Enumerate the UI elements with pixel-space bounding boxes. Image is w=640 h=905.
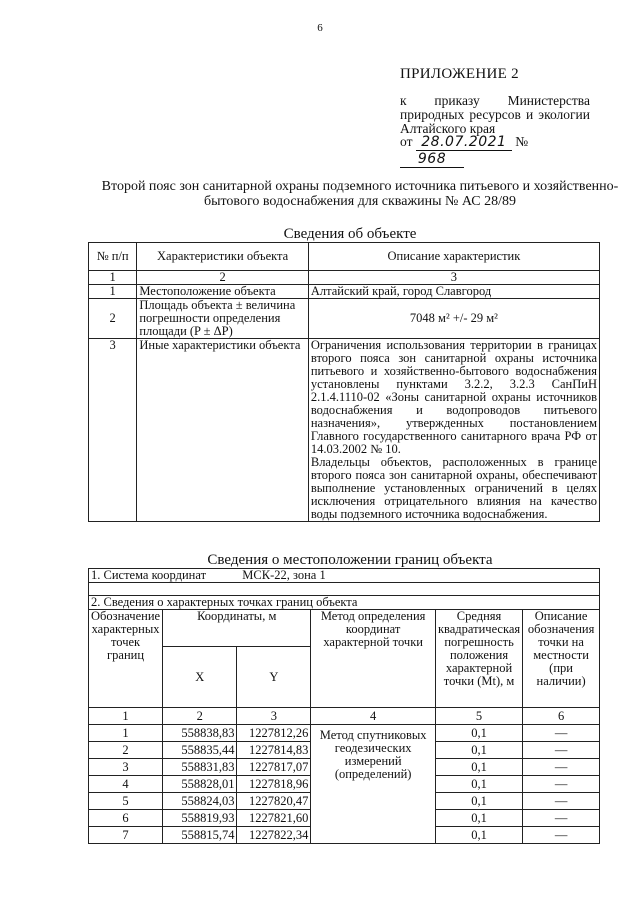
accuracy-value: 0,1 bbox=[435, 793, 522, 810]
coord-y: 1227814,83 bbox=[237, 742, 311, 759]
row-number: 3 bbox=[89, 339, 137, 522]
coord-x: 558831,83 bbox=[163, 759, 237, 776]
row-description: Алтайский край, город Славгород bbox=[308, 285, 599, 299]
description-paragraph: Ограничения использования территории в границах второго пояса зон санитарной охраны источника питьевого и хозяйственно-бытового водоснабжения установлены пунктами 3.2.2, 3.2.3 СанПиН 2.1.4.1110-02 «Зоны санитарной охраны источников водоснабжения и водопроводов питьевого назначения», утвержденных постановлением Главного государственного санитарного врача РФ от 14.03.2002 № 10. bbox=[310, 338, 597, 456]
coord-x: 558835,44 bbox=[163, 742, 237, 759]
document-title: Второй пояс зон санитарной охраны подземного источника питьевого и хозяйственно-бытового водоснабжения для скважины № АС 28/89 bbox=[101, 179, 619, 209]
appendix-word: Министерства bbox=[507, 93, 590, 108]
date-prefix: от bbox=[400, 134, 413, 149]
appendix-date-line bbox=[400, 134, 592, 168]
point-description: — bbox=[523, 742, 600, 759]
column-number: 4 bbox=[311, 708, 436, 725]
coord-y: 1227812,26 bbox=[237, 725, 311, 742]
row-characteristic: Площадь объекта ± величина погрешности определения площади (P ± ΔP) bbox=[137, 299, 309, 339]
object-info-table bbox=[88, 242, 600, 522]
column-number: 3 bbox=[308, 271, 599, 285]
coord-system-row bbox=[89, 569, 600, 583]
coord-system-label: 1. Система координат bbox=[91, 568, 207, 582]
coord-y: 1227817,07 bbox=[237, 759, 311, 776]
header-point: Обозначение характерных точек границ bbox=[89, 610, 163, 708]
coord-x: 558819,93 bbox=[163, 810, 237, 827]
point-number: 6 bbox=[89, 810, 163, 827]
table-row bbox=[89, 339, 600, 522]
number-sign: № bbox=[515, 134, 529, 149]
page-number: 6 bbox=[317, 22, 323, 34]
coord-x: 558838,83 bbox=[163, 725, 237, 742]
method-value: Метод спутниковых геодезических измерений (определений) bbox=[311, 725, 436, 844]
row-number: 2 bbox=[89, 299, 137, 339]
coord-x: 558815,74 bbox=[163, 827, 237, 844]
appendix-word: приказу bbox=[434, 93, 480, 108]
header-method: Метод определения координат характерной точки bbox=[311, 610, 436, 708]
row-characteristic: Иные характеристики объекта bbox=[137, 339, 309, 522]
column-number: 2 bbox=[137, 271, 309, 285]
row-characteristic: Местоположение объекта bbox=[137, 285, 309, 299]
point-number: 3 bbox=[89, 759, 163, 776]
coord-x: 558824,03 bbox=[163, 793, 237, 810]
table-header-row bbox=[89, 243, 600, 271]
table-row bbox=[89, 285, 600, 299]
table-row bbox=[89, 299, 600, 339]
order-number: 968 bbox=[400, 151, 464, 168]
points-title-row bbox=[89, 596, 600, 610]
spacer-row bbox=[89, 583, 600, 596]
coord-y: 1227822,34 bbox=[237, 827, 311, 844]
accuracy-value: 0,1 bbox=[435, 742, 522, 759]
column-number-row bbox=[89, 708, 600, 725]
table-header-row bbox=[89, 610, 600, 647]
column-number-row bbox=[89, 271, 600, 285]
boundary-points-table bbox=[88, 568, 600, 844]
header-coordinates: Координаты, м bbox=[163, 610, 311, 647]
order-date: 28.07.2021 bbox=[416, 134, 512, 151]
point-number: 7 bbox=[89, 827, 163, 844]
header-y: Y bbox=[237, 647, 311, 708]
points-title: 2. Сведения о характерных точках границ объекта bbox=[89, 596, 600, 610]
header-number: № п/п bbox=[89, 243, 137, 271]
header-description: Описание характеристик bbox=[308, 243, 599, 271]
accuracy-value: 0,1 bbox=[435, 827, 522, 844]
row-description: 7048 м² +/- 29 м² bbox=[308, 299, 599, 339]
appendix-title: ПРИЛОЖЕНИЕ 2 bbox=[400, 66, 519, 82]
point-description: — bbox=[523, 776, 600, 793]
header-accuracy: Средняя квадратическая погрешность положения характерной точки (Mt), м bbox=[435, 610, 522, 708]
description-paragraph: Владельцы объектов, расположенных в границе второго пояса зон санитарной охраны, обеспечивают выполнение установленных ограничений в целях исключения отрицательного влияния на качество воды подземного источника водоснабжения. bbox=[310, 455, 597, 521]
row-number: 1 bbox=[89, 285, 137, 299]
accuracy-value: 0,1 bbox=[435, 759, 522, 776]
coord-y: 1227821,60 bbox=[237, 810, 311, 827]
table-row bbox=[89, 725, 600, 742]
appendix-ministry-name: природных ресурсов и экологии Алтайского края bbox=[400, 107, 590, 136]
point-description: — bbox=[523, 810, 600, 827]
appendix-order-reference bbox=[400, 94, 590, 136]
coord-y: 1227818,96 bbox=[237, 776, 311, 793]
point-number: 4 bbox=[89, 776, 163, 793]
section1-title: Сведения об объекте bbox=[283, 226, 417, 242]
appendix-word: к bbox=[400, 93, 407, 108]
point-description: — bbox=[523, 793, 600, 810]
point-number: 5 bbox=[89, 793, 163, 810]
section2-title: Сведения о местоположении границ объекта bbox=[207, 552, 493, 568]
point-description: — bbox=[523, 827, 600, 844]
column-number: 2 bbox=[163, 708, 237, 725]
header-characteristic: Характеристики объекта bbox=[137, 243, 309, 271]
point-description: — bbox=[523, 725, 600, 742]
point-number: 2 bbox=[89, 742, 163, 759]
coord-x: 558828,01 bbox=[163, 776, 237, 793]
column-number: 5 bbox=[435, 708, 522, 725]
header-point-description: Описание обозначения точки на местности (при наличии) bbox=[523, 610, 600, 708]
accuracy-value: 0,1 bbox=[435, 776, 522, 793]
point-number: 1 bbox=[89, 725, 163, 742]
accuracy-value: 0,1 bbox=[435, 810, 522, 827]
coord-y: 1227820,47 bbox=[237, 793, 311, 810]
coord-system-value: МСК-22, зона 1 bbox=[242, 568, 326, 582]
point-description: — bbox=[523, 759, 600, 776]
column-number: 1 bbox=[89, 708, 163, 725]
column-number: 1 bbox=[89, 271, 137, 285]
accuracy-value: 0,1 bbox=[435, 725, 522, 742]
row-description bbox=[308, 339, 599, 522]
header-x: X bbox=[163, 647, 237, 708]
column-number: 6 bbox=[523, 708, 600, 725]
column-number: 3 bbox=[237, 708, 311, 725]
